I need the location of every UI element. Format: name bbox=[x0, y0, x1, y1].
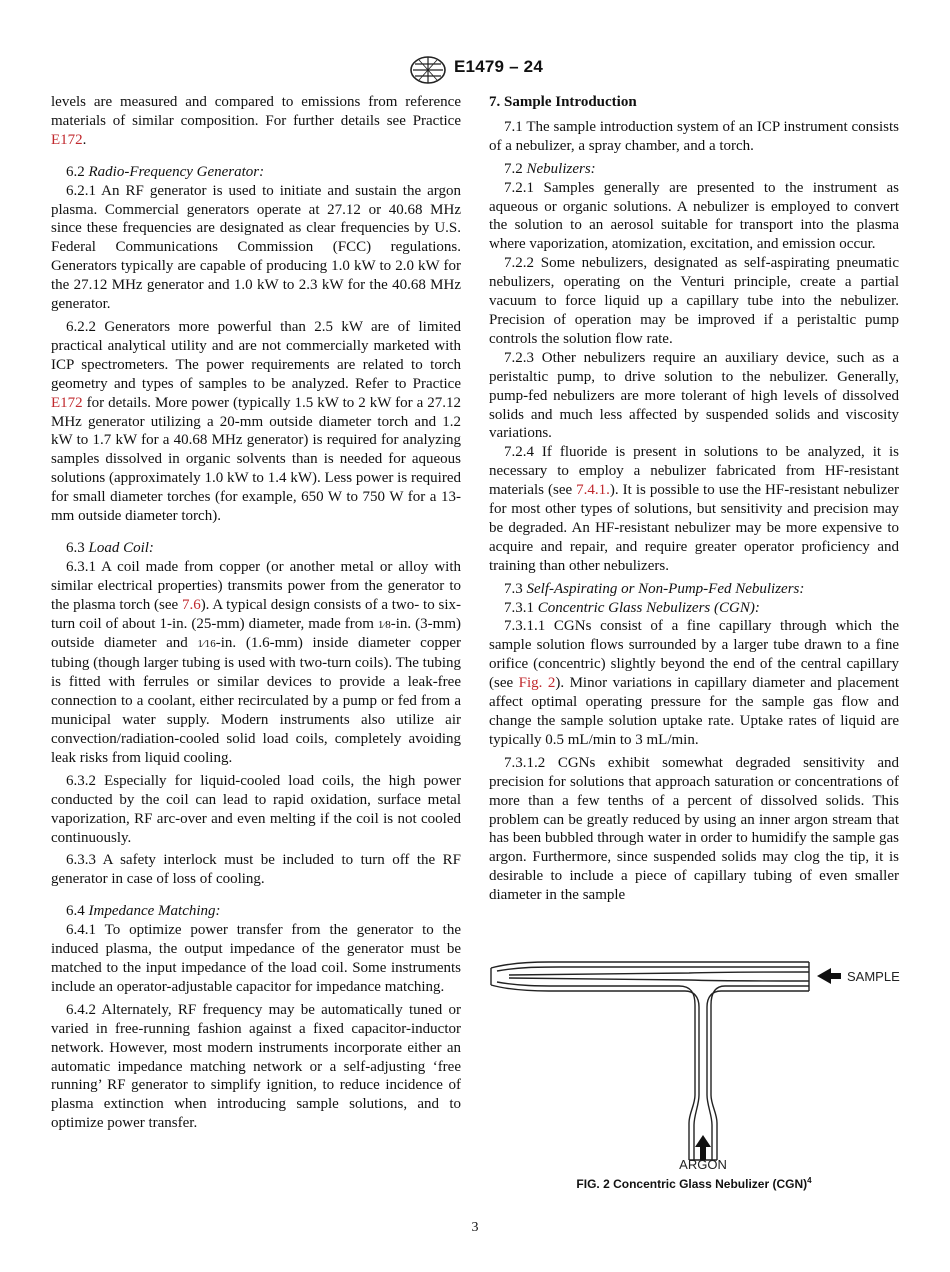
right-column bbox=[489, 93, 899, 905]
paragraph-7-1: 7.1 The sample introduction system of an ICP instrument consists of a nebulizer, a spray chamber, and a torch. bbox=[489, 118, 899, 154]
link-7-4-1[interactable]: 7.4.1. bbox=[576, 482, 610, 499]
link-e172-2[interactable]: E172 bbox=[51, 394, 83, 411]
paragraph-6-2-1: 6.2.1 An RF generator is used to initiate and sustain the argon plasma. Commercial generators operate at 27.12 or 40.68 MHz since these frequencies are designated as clear frequencies by U.S. Federal Communications Commission (FCC) regulations. Generators typically are capable of producing 1.0 kW to 2.0 kW for the 27.12 MHz generator and 1.0 kW to 2.3 kW for the 40.68 MHz generator. bbox=[51, 182, 461, 313]
link-7-6[interactable]: 7.6 bbox=[181, 596, 201, 613]
paragraph-continued: levels are measured and compared to emissions from reference materials of similar composition. For further details see Practice E172. bbox=[51, 94, 461, 148]
paragraph-7-3-1-2: 7.3.1.2 CGNs exhibit somewhat degraded sensitivity and precision for solutions that approach saturation or concentrations of more than a few tenths of a percent of dissolved solids. This problem can be greatly reduced by using an inner argon stream that has been bubbled through water in order to humidify the sample gas argon. Furthermore, since suspended solids may clog the tip, it is desirable to include a piece of capillary tubing of even smaller diameter in the sample bbox=[489, 754, 899, 904]
figure-2-nebulizer-diagram bbox=[489, 955, 914, 1175]
paragraph-7-2-2: 7.2.2 Some nebulizers, designated as self-aspirating pneumatic nebulizers, operating on the Venturi principle, create a partial vacuum to force liquid up a capillary tube into the nebulizer. Precision of operation may be improved if a peristaltic pump controls the solution flow rate. bbox=[489, 255, 899, 347]
page-number: 3 bbox=[471, 1220, 479, 1235]
page-header bbox=[0, 55, 950, 85]
link-e172[interactable]: E172 bbox=[51, 131, 83, 148]
paragraph-6-4-2: 6.4.2 Alternately, RF frequency may be automatically tuned or varied in free-running fashion against a fixed capacitor-inductor network. However, most modern instruments incorporate either an automatic impedance matching network or a self-adjusting ‘free running’ RF generator to simplify ignition, to reduce incidence of plasma extinction when introducing sample solutions, and to optimize power transfer. bbox=[51, 1001, 461, 1132]
paragraph-6-2-2: 6.2.2 Generators more powerful than 2.5 kW are of limited practical analytical utility and are not commercially marketed with ICP spectrometers. The power requirements are related to torch geometry and types of samples to be analyzed. Refer to Practice E172 for details. More power (typically 1.5 kW to 2 kW for a 27.12 MHz generator utilizing a 20-mm outside diameter torch and 1.2 kW to 1.7 kW for a 40.68 MHz generator) is required for analyzing samples dissolved in organic solvents than is needed for aqueous solutions (approximately 1.0 kW to 1.4 kW). Less power is required for small diameter torches (for example, 650 W to 750 W for a 13-mm outside diameter torch). bbox=[51, 318, 461, 525]
left-column bbox=[51, 93, 461, 1133]
paragraph-7-2-1: 7.2.1 Samples generally are presented to the instrument as aqueous or organic solutions. A nebulizer is employed to convert the solution to an aerosol suitable for transport into the plasma where vaporization, atomization, excitation, and emission occur. bbox=[489, 179, 899, 253]
paragraph-6-4-1: 6.4.1 To optimize power transfer from the generator to the induced plasma, the output impedance of the generator must be matched to the input impedance of the load coil. Some instruments include an operator-adjustable capacitor for impedance matching. bbox=[51, 922, 461, 995]
section-heading-6-3: 6.3 Load Coil: bbox=[66, 539, 154, 556]
section-heading-7-3-1: 7.3.1 Concentric Glass Nebulizers (CGN): bbox=[504, 599, 760, 616]
sample-arrow-icon bbox=[817, 968, 841, 984]
link-fig-2[interactable]: Fig. 2 bbox=[518, 675, 556, 692]
section-heading-6-4: 6.4 Impedance Matching: bbox=[66, 903, 221, 920]
section-heading-6-2: 6.2 Radio-Frequency Generator: bbox=[66, 163, 265, 180]
label-sample: SAMPLE bbox=[847, 969, 900, 984]
section-heading-7-3: 7.3 Self-Aspirating or Non-Pump-Fed Nebulizers: bbox=[504, 580, 805, 597]
section-heading-7-2: 7.2 Nebulizers: bbox=[504, 160, 596, 177]
label-argon: ARGON bbox=[679, 1157, 727, 1172]
section-heading-7: 7. Sample Introduction bbox=[489, 94, 637, 110]
document-id: E1479 – 24 bbox=[454, 57, 543, 76]
paragraph-7-2-3: 7.2.3 Other nebulizers require an auxiliary device, such as a peristaltic pump, to drive solution to the nebulizer. Generally, pump-fed nebulizers are more tolerant of high levels of dissolved solids and much less affected by suspended solids and viscosity variations. bbox=[489, 349, 899, 442]
nebulizer-outline bbox=[491, 962, 809, 1160]
paragraph-6-3-2: 6.3.2 Especially for liquid-cooled load coils, the high power conducted by the coil can lead to rapid oxidation, surface metal vaporization, RF arc-over and even melting if the coil is not cooled continuously. bbox=[51, 772, 461, 846]
paragraph-6-3-3: 6.3.3 A safety interlock must be included to turn off the RF generator in case of loss of cooling. bbox=[51, 852, 461, 888]
figure-caption: FIG. 2 Concentric Glass Nebulizer (CGN)$^4$ bbox=[576, 1176, 812, 1191]
astm-logo-icon bbox=[407, 55, 449, 85]
paragraph-6-3-1: 6.3.1 A coil made from copper (or another metal or alloy with similar electrical properties) transmits power from the generator to the plasma torch (see 7.6). A typical design consists of a two- to six-turn coil of about 1-in. (25-mm) diameter, made from 1⁄8-in. (3-mm) outside diameter and 1⁄16-in. (1.6-mm) inside diameter copper tubing (though larger tubing is used with two-turn coils). The tubing is fitted with ferrules or similar devices to provide a leak-free connection to a coolant, either recirculated by a pump or fed from a municipal water supply. Modern instruments also utilize air convection/radiation-cooled solid load coils, completely avoiding leak risks from liquid cooling. bbox=[51, 558, 461, 766]
paragraph-7-2-4: 7.2.4 If fluoride is present in solutions to be analyzed, it is necessary to employ a nebulizer fabricated from HF-resistant materials (see 7.4.1.). It is possible to use the HF-resistant nebulizer for most other types of solutions, but sensitivity and precision may be degraded. An HF-resistant nebulizer may be more expensive to acquire and repair, and require greater operator proficiency and training than other nebulizers. bbox=[489, 444, 900, 574]
paragraph-7-3-1-1: 7.3.1.1 CGNs consist of a fine capillary through which the sample solution flows surrounded by a larger tube drawn to a fine orifice (concentric) slightly beyond the end of the central capillary (see Fig. 2). Minor variations in capillary diameter and placement affect optimal operating pressure for the sample gas flow and change the sample solution uptake rate. Uptake rates of liquid are typically 0.5 mL/min to 3 mL/min. bbox=[489, 618, 900, 748]
